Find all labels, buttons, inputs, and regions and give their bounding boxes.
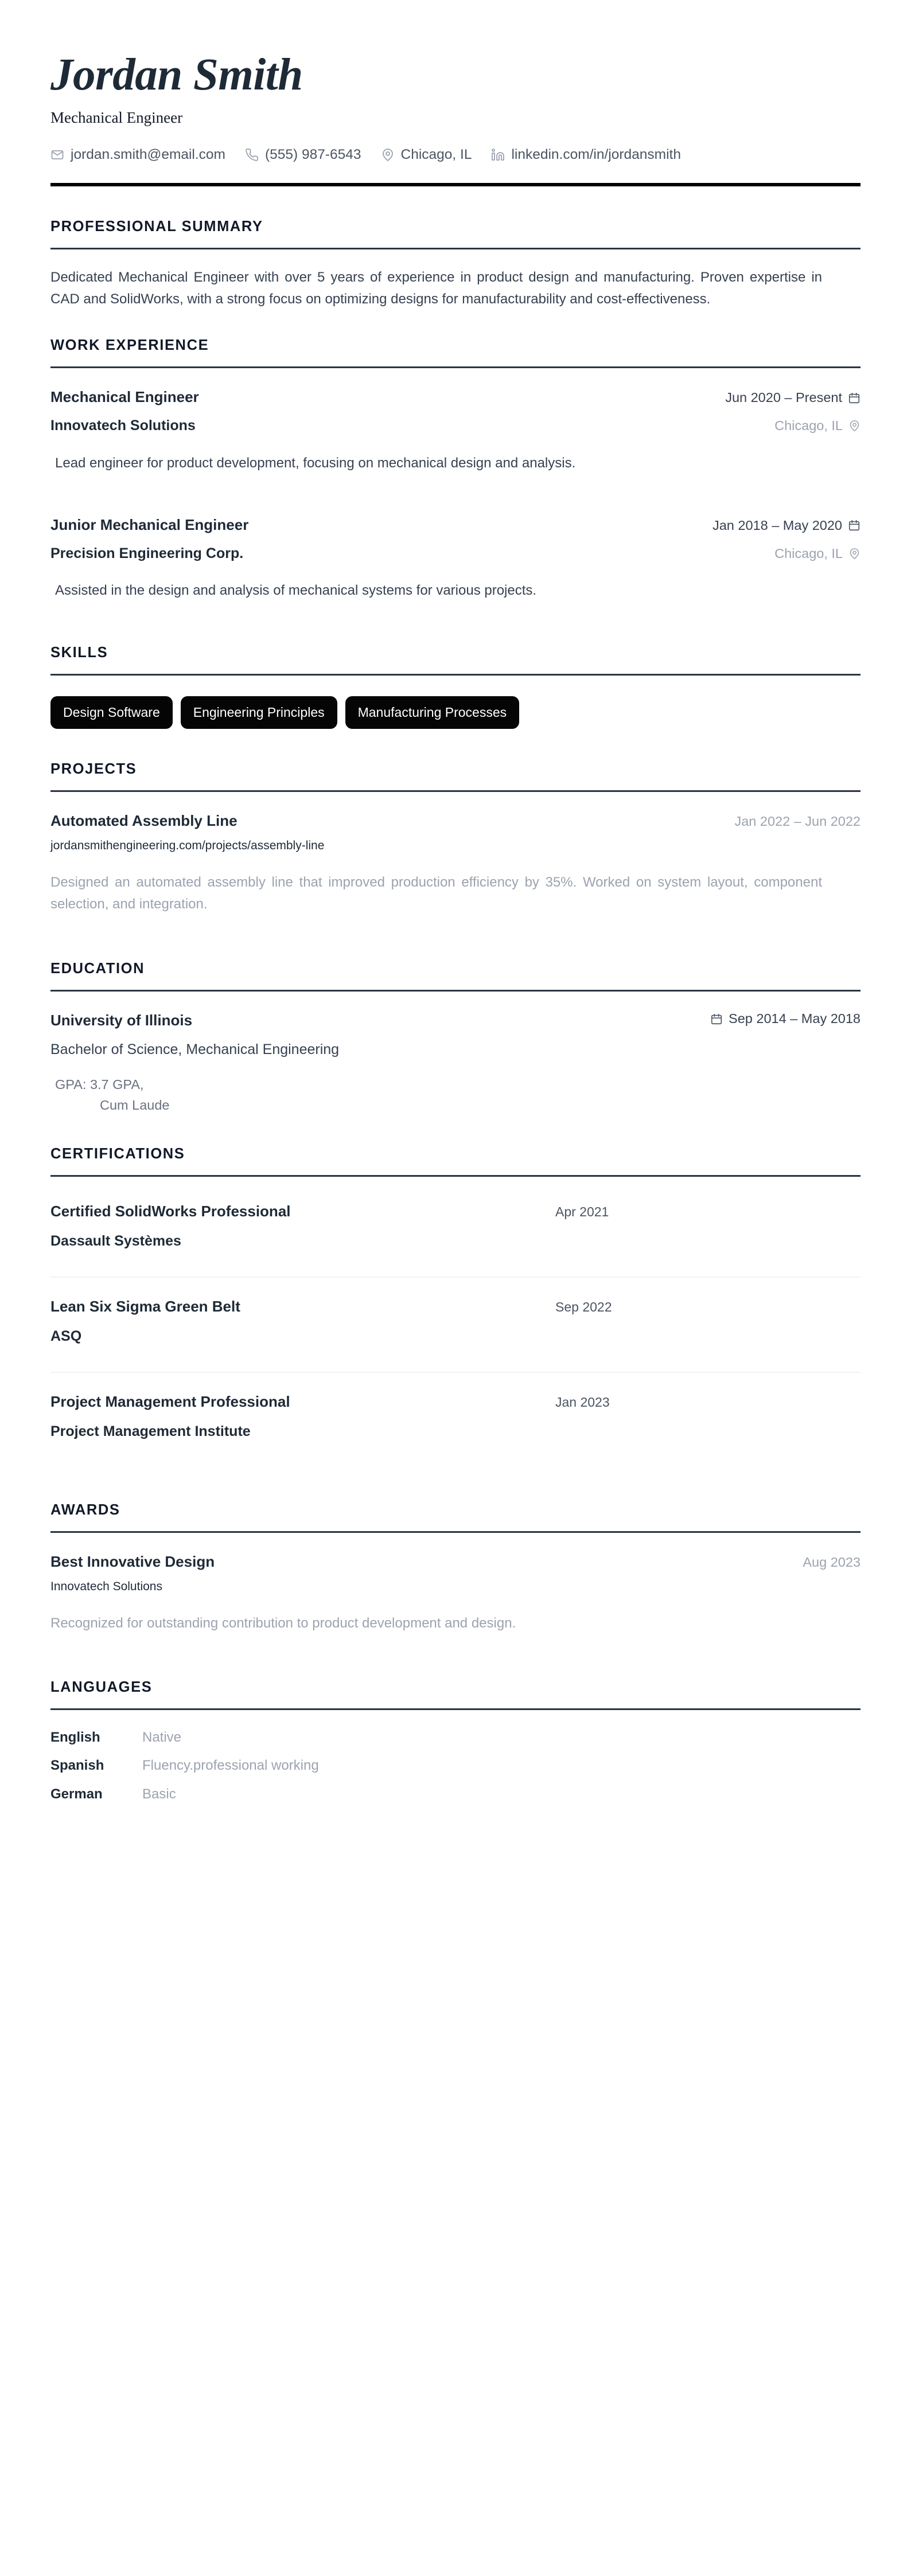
section-divider — [50, 1175, 861, 1177]
contact-linkedin-text: linkedin.com/in/jordansmith — [511, 147, 681, 163]
certification-date: Jan 2023 — [555, 1395, 610, 1410]
certification-issuer: ASQ — [50, 1328, 82, 1344]
section-divider — [50, 1708, 861, 1710]
project-description: Designed an automated assembly line that improved production efficiency by 35%. Worked on system layout, component selection, and integration. — [50, 874, 822, 912]
award-description: Recognized for outstanding contribution to product development and design. — [50, 1615, 516, 1631]
candidate-name: Jordan Smith — [50, 50, 303, 100]
section-divider — [50, 674, 861, 676]
education-dates — [710, 1011, 861, 1027]
certification-item — [50, 1278, 861, 1373]
language-level: Basic — [142, 1786, 176, 1802]
section-title-summary: PROFESSIONAL SUMMARY — [50, 218, 263, 235]
certification-date: Sep 2022 — [555, 1299, 612, 1315]
language-name: English — [50, 1730, 100, 1746]
project-dates — [734, 814, 861, 829]
project-entry-header — [50, 811, 861, 831]
language-name: German — [50, 1786, 103, 1802]
contact-linkedin[interactable] — [491, 146, 681, 163]
certification-row — [50, 1392, 861, 1412]
work-location — [774, 418, 861, 434]
work-description: Lead engineer for product development, focusing on mechanical design and analysis. — [55, 455, 576, 471]
work-entry-header — [50, 516, 861, 535]
work-dates — [713, 518, 861, 533]
language-row — [50, 1757, 861, 1774]
phone-icon — [245, 148, 259, 162]
certification-issuer: Project Management Institute — [50, 1423, 251, 1440]
section-projects — [50, 761, 861, 916]
language-level: Fluency.professional working — [142, 1758, 319, 1774]
section-title-projects: PROJECTS — [50, 760, 137, 777]
section-title-languages: LANGUAGES — [50, 1679, 153, 1696]
resume-header — [50, 50, 861, 192]
calendar-icon — [710, 1013, 723, 1025]
section-work-experience — [50, 337, 861, 602]
section-skills — [50, 645, 861, 729]
section-title-skills: SKILLS — [50, 644, 108, 661]
mail-icon — [50, 148, 64, 162]
work-entry-subheader — [50, 535, 861, 563]
section-divider — [50, 366, 861, 368]
award-date-text: Aug 2023 — [803, 1554, 861, 1570]
section-divider — [50, 1531, 861, 1533]
award-issuer: Innovatech Solutions — [50, 1580, 162, 1594]
work-location-text: Chicago, IL — [774, 545, 843, 561]
certification-name: Lean Six Sigma Green Belt — [50, 1298, 240, 1316]
section-languages — [50, 1679, 861, 1803]
education-entry — [50, 1011, 861, 1116]
skill-chip[interactable]: Manufacturing Processes — [345, 696, 520, 729]
contact-phone-text: (555) 987-6543 — [264, 147, 361, 163]
section-awards — [50, 1502, 861, 1635]
header-divider — [50, 183, 861, 186]
skill-chip[interactable]: Design Software — [50, 696, 173, 729]
certification-item — [50, 1373, 861, 1467]
language-list — [50, 1728, 861, 1803]
section-education — [50, 961, 861, 1116]
work-company: Innovatech Solutions — [50, 417, 196, 434]
contact-location-text: Chicago, IL — [400, 147, 472, 163]
language-row — [50, 1785, 861, 1803]
skill-chip[interactable]: Engineering Principles — [181, 696, 337, 729]
project-name: Automated Assembly Line — [50, 811, 238, 829]
education-degree: Bachelor of Science, Mechanical Engineering — [50, 1041, 340, 1058]
language-name: Spanish — [50, 1758, 104, 1774]
calendar-icon — [848, 519, 861, 532]
work-location-text: Chicago, IL — [774, 418, 843, 434]
language-level: Native — [142, 1730, 182, 1746]
candidate-headline: Mechanical Engineer — [50, 109, 183, 127]
section-title-education: EDUCATION — [50, 960, 145, 977]
work-entry-header — [50, 388, 861, 407]
education-entry-header — [50, 1011, 861, 1031]
location-icon — [848, 420, 861, 432]
work-entry — [50, 388, 861, 474]
work-company: Precision Engineering Corp. — [50, 545, 244, 561]
certification-issuer: Dassault Systèmes — [50, 1232, 181, 1249]
contact-phone[interactable] — [245, 146, 361, 163]
certification-date: Apr 2021 — [555, 1204, 609, 1219]
section-certifications — [50, 1146, 861, 1467]
certification-row — [50, 1297, 861, 1317]
contact-email[interactable] — [50, 146, 225, 163]
education-dates-text: Sep 2014 – May 2018 — [729, 1011, 861, 1027]
award-date — [803, 1555, 861, 1570]
section-divider — [50, 790, 861, 792]
section-divider — [50, 990, 861, 992]
page-bottom-whitespace — [50, 1803, 861, 2319]
certification-item — [50, 1182, 861, 1278]
project-entry — [50, 811, 861, 916]
education-gpa-value: 3.7 GPA, — [89, 1076, 144, 1092]
linkedin-icon — [491, 148, 505, 162]
section-professional-summary — [50, 218, 861, 311]
work-dates-text: Jun 2020 – Present — [725, 390, 842, 405]
skills-chip-list — [50, 696, 861, 729]
summary-text: Dedicated Mechanical Engineer with over 5 years of experience in product design and manufacturing. Proven expertise in CAD and SolidWorks, with a strong focus on optimizing designs for manufacturability and cost-effectiveness. — [50, 269, 822, 307]
education-gpa-label: GPA: — [55, 1076, 87, 1092]
work-dates-text: Jan 2018 – May 2020 — [712, 517, 842, 533]
work-entry-subheader — [50, 407, 861, 435]
award-entry — [50, 1552, 861, 1635]
award-name: Best Innovative Design — [50, 1552, 215, 1570]
contact-email-text: jordan.smith@email.com — [71, 147, 225, 163]
certification-name: Project Management Professional — [50, 1393, 290, 1411]
work-location — [774, 546, 861, 561]
certification-row — [50, 1202, 861, 1221]
contact-location — [381, 146, 472, 163]
certification-list — [50, 1182, 861, 1467]
calendar-icon — [848, 392, 861, 404]
education-school: University of Illinois — [50, 1011, 193, 1029]
work-role: Mechanical Engineer — [50, 388, 199, 406]
education-honors: Cum Laude — [100, 1098, 170, 1113]
project-url[interactable]: jordansmithengineering.com/projects/assembly-line — [50, 839, 325, 853]
certification-name: Certified SolidWorks Professional — [50, 1202, 291, 1220]
section-title-work: WORK EXPERIENCE — [50, 337, 209, 354]
work-role: Junior Mechanical Engineer — [50, 516, 249, 533]
work-dates — [725, 390, 861, 405]
location-icon — [381, 148, 395, 162]
award-entry-header — [50, 1552, 861, 1572]
section-title-awards: AWARDS — [50, 1501, 120, 1518]
contact-row — [50, 146, 861, 163]
work-description: Assisted in the design and analysis of mechanical systems for various projects. — [55, 583, 537, 599]
project-dates-text: Jan 2022 – Jun 2022 — [734, 813, 861, 829]
section-title-certifications: CERTIFICATIONS — [50, 1145, 185, 1162]
section-divider — [50, 248, 861, 249]
location-icon — [848, 548, 861, 560]
language-row — [50, 1728, 861, 1746]
work-entry — [50, 516, 861, 602]
education-gpa — [55, 1074, 861, 1116]
